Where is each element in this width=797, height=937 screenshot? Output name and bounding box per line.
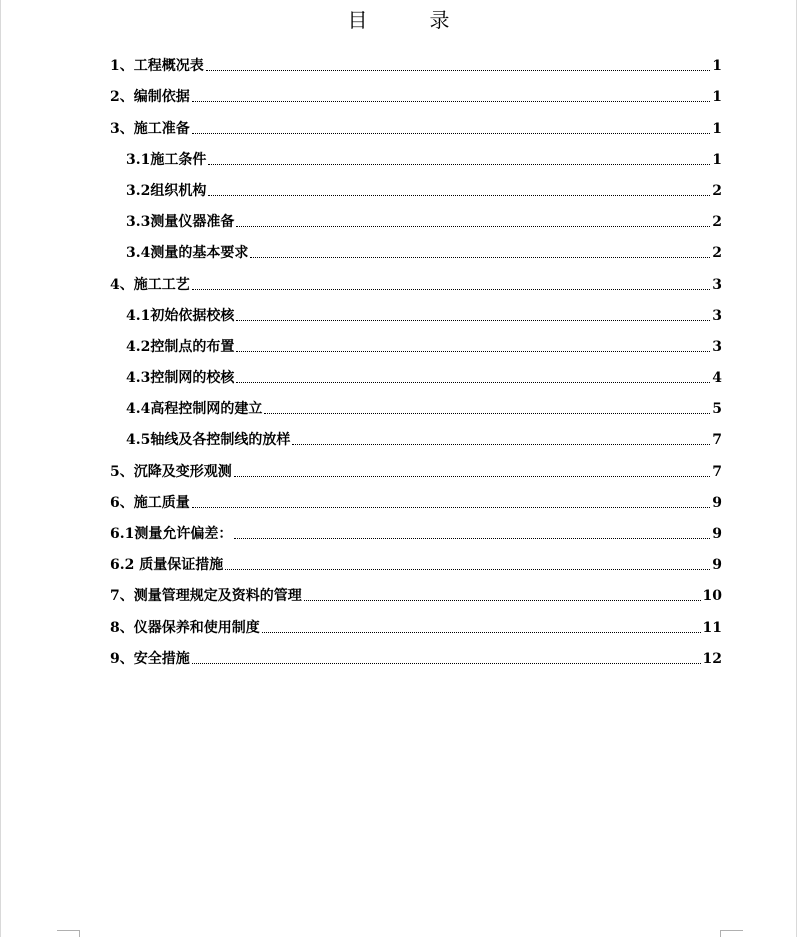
toc-entry[interactable] [110,419,722,450]
toc-entry-label[interactable]: 3.1施工条件 [126,151,207,168]
toc-entry[interactable] [110,544,722,575]
title-char-2: 录 [429,8,452,32]
toc-page-number[interactable]: 3 [712,338,722,355]
toc-entry[interactable] [110,482,722,513]
toc-entry-label[interactable]: 4、施工工艺 [110,276,190,293]
toc-dot-leader [208,164,710,165]
toc-page-number[interactable]: 1 [712,89,722,106]
toc-dot-leader [234,538,710,539]
toc-page-number[interactable]: 9 [712,494,722,511]
toc-dot-leader [304,600,701,601]
toc-entry-label[interactable]: 3、施工准备 [110,120,190,137]
toc-page-number[interactable]: 2 [712,245,722,262]
toc-entry-label[interactable]: 4.1初始依据校核 [126,307,235,324]
toc-page-number[interactable]: 1 [712,58,722,75]
toc-entry-label[interactable]: 6.2 质量保证措施 [110,557,224,574]
toc-entry-label[interactable]: 3.4测量的基本要求 [126,245,249,262]
toc-entry[interactable] [110,357,722,388]
toc-dot-leader [262,632,701,633]
toc-dot-leader [250,257,710,258]
toc-dot-leader [192,507,711,508]
toc-page-number[interactable]: 2 [712,182,722,199]
toc-entry[interactable] [110,326,722,357]
toc-page-number[interactable]: 11 [702,619,722,636]
toc-entry[interactable] [110,263,722,294]
toc-page-number[interactable]: 3 [712,276,722,293]
toc-dot-leader [236,320,710,321]
toc-entry-label[interactable]: 3.2组织机构 [126,182,207,199]
toc-dot-leader [192,289,711,290]
toc-entry[interactable] [110,76,722,107]
toc-dot-leader [192,101,711,102]
toc-dot-leader [192,663,701,664]
toc-page-number[interactable]: 2 [712,214,722,231]
toc-entry-label[interactable]: 1、工程概况表 [110,58,204,75]
title-char-1: 目 [347,8,370,32]
toc-entry-label[interactable]: 5、沉降及变形观测 [110,463,232,480]
toc-entry[interactable] [110,638,722,669]
toc-page-number[interactable]: 1 [712,120,722,137]
toc-dot-leader [236,382,710,383]
toc-entry-label[interactable]: 8、仪器保养和使用制度 [110,619,260,636]
toc-entry[interactable] [110,388,722,419]
toc-page-number[interactable]: 4 [712,370,722,387]
page-corner-mark-right [720,930,743,937]
toc-entry-label[interactable]: 2、编制依据 [110,89,190,106]
toc-dot-leader [236,351,710,352]
page-title [1,6,797,34]
toc-dot-leader [192,133,711,134]
toc-page-number[interactable]: 9 [712,557,722,574]
toc-page-number[interactable]: 9 [712,526,722,542]
toc-dot-leader [206,70,711,71]
toc-entry[interactable] [110,139,722,170]
toc-entry[interactable] [110,606,722,637]
toc-dot-leader [208,195,710,196]
toc-page-number[interactable]: 10 [702,588,722,605]
toc-entry-label[interactable]: 4.4高程控制网的建立 [126,401,263,418]
page-corner-mark-left [57,930,80,937]
toc-page-number[interactable]: 5 [712,401,722,418]
toc-dot-leader [264,413,710,414]
toc-dot-leader [292,444,710,445]
toc-entry-label[interactable]: 3.3测量仪器准备 [126,214,235,231]
toc-dot-leader [234,476,711,477]
toc-page-number[interactable]: 12 [702,650,722,667]
toc-page-number[interactable]: 7 [712,463,722,480]
toc-entry-label[interactable]: 4.2控制点的布置 [126,338,235,355]
table-of-contents [110,45,722,669]
toc-entry-label[interactable]: 4.3控制网的校核 [126,370,235,387]
toc-page-number[interactable]: 1 [712,151,722,168]
toc-entry-label[interactable]: 7、测量管理规定及资料的管理 [110,588,302,605]
toc-entry[interactable] [110,232,722,263]
toc-entry[interactable] [110,295,722,326]
toc-dot-leader [236,226,710,227]
toc-entry[interactable] [110,45,722,76]
toc-dot-leader [225,569,710,570]
toc-entry[interactable] [110,575,722,606]
toc-page-number[interactable]: 7 [712,432,722,449]
toc-entry[interactable] [110,513,722,544]
toc-entry[interactable] [110,107,722,138]
toc-entry-label[interactable]: 9、安全措施 [110,650,190,667]
toc-entry-label[interactable]: 6.1测量允许偏差： [110,526,233,542]
toc-entry-label[interactable]: 6、施工质量 [110,494,190,511]
toc-page-number[interactable]: 3 [712,307,722,324]
toc-entry-label[interactable]: 4.5轴线及各控制线的放样 [126,432,291,449]
toc-entry[interactable] [110,450,722,481]
toc-entry[interactable] [110,201,722,232]
toc-entry[interactable] [110,170,722,201]
